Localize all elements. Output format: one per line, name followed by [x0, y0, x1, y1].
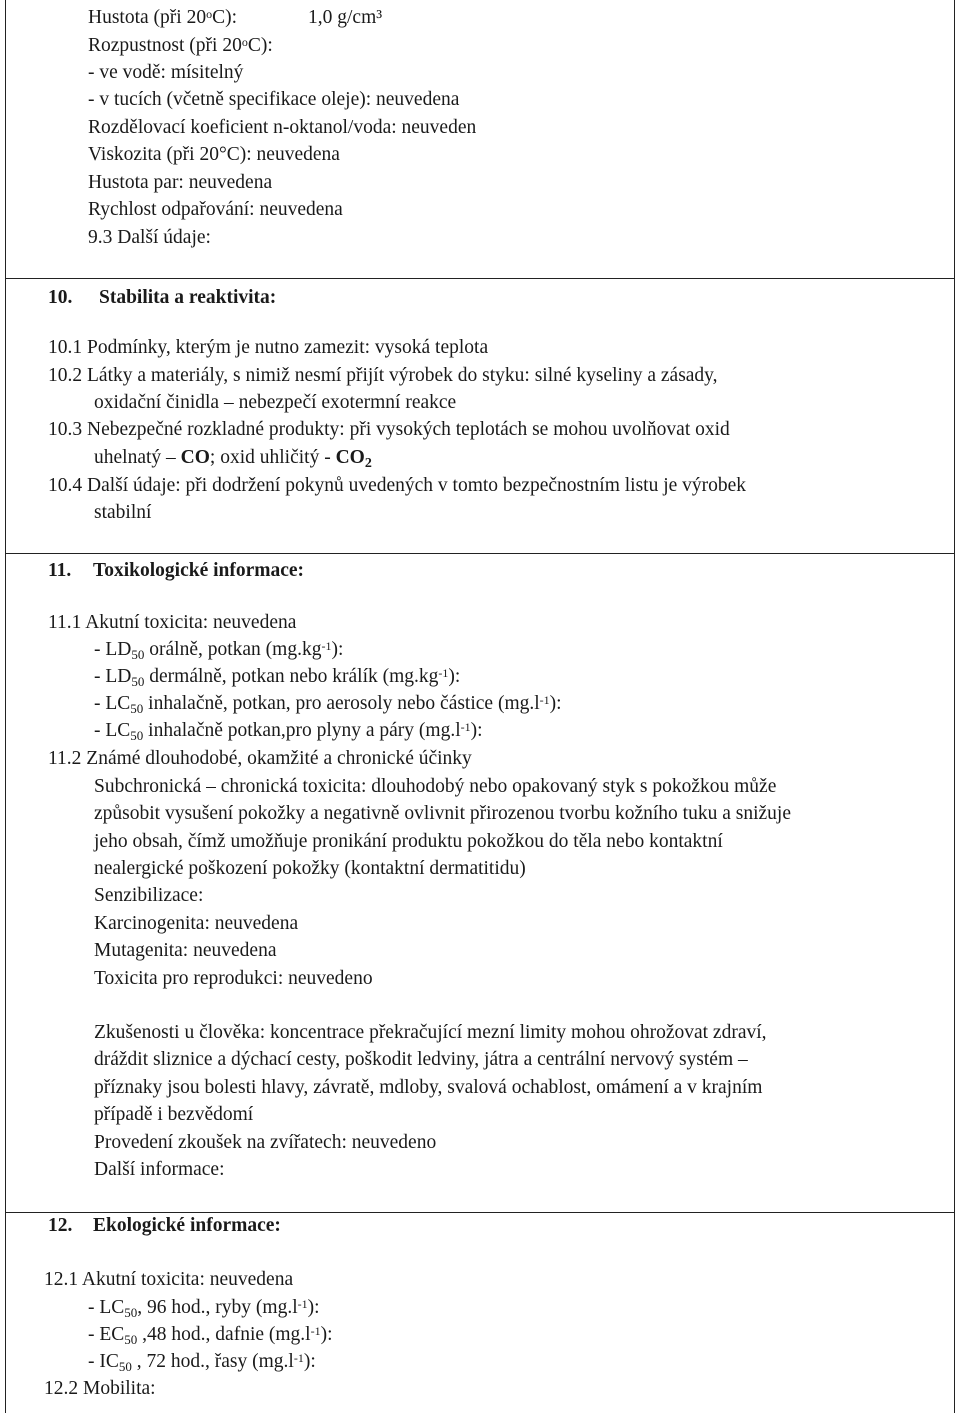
ec-subscript: 50: [124, 1332, 138, 1347]
ld-subscript: 50: [131, 647, 145, 662]
ec50-daphnia: [88, 1323, 333, 1348]
section-11-number: 11.: [48, 560, 72, 581]
section-11-title: Toxikologické informace:: [93, 560, 305, 581]
lc50-aerosol: [94, 692, 562, 717]
lc-text: , 96 hod., ryby (mg.l: [137, 1297, 298, 1318]
subchronic-line1: Subchronická – chronická toxicita: dlouhodobý nebo opakovaný styk s pokožkou může: [94, 776, 777, 797]
density-label-end: C):: [212, 7, 237, 28]
item-10-2-line2: oxidační činidla – nebezpečí exotermní reakce: [94, 392, 457, 413]
ec-end: ):: [320, 1324, 333, 1345]
ld-text: dermálně, potkan nebo králík (mg.kg: [144, 666, 439, 687]
subchronic-line4: nealergické poškození pokožky (kontaktní dermatitidu): [94, 858, 526, 879]
item-12-1: 12.1 Akutní toxicita: neuvedena: [44, 1269, 294, 1290]
item-11-1: 11.1 Akutní toxicita: neuvedena: [48, 612, 297, 633]
density-value: 1,0 g/cm³: [308, 7, 383, 28]
solubility-fats: - v tucích (včetně specifikace oleje): neuvedena: [88, 89, 460, 110]
unit-sup: -1: [539, 693, 550, 707]
lc50-gas: [94, 719, 483, 744]
ld-label: - LD: [94, 639, 132, 660]
subchronic-line2: způsobit vysušení pokožky a negativně ovlivnit přirozenou tvorbu kožního tuku a snižuje: [94, 803, 791, 824]
reproductive-toxicity: Toxicita pro reprodukci: neuvedeno: [94, 968, 373, 989]
solubility-line: [88, 34, 273, 58]
mutagenicity: Mutagenita: neuvedena: [94, 940, 277, 961]
lc-subscript: 50: [130, 701, 144, 716]
section-10-number: 10.: [48, 287, 73, 308]
ic-subscript: 50: [118, 1359, 132, 1374]
degree-sup: o: [206, 7, 213, 21]
co2-prefix: ; oxid uhličitý -: [209, 447, 336, 468]
lc-text: inhalačně potkan,pro plyny a páry (mg.l: [143, 720, 461, 741]
further-information: Další informace:: [94, 1159, 225, 1180]
density-label: Hustota (při 20: [88, 7, 207, 28]
item-10-4-line2: stabilní: [94, 502, 152, 523]
partition-coefficient: Rozdělovací koeficient n-oktanol/voda: neuveden: [88, 117, 477, 138]
solubility-water: - ve vodě: mísitelný: [88, 62, 244, 83]
section-10-title: Stabilita a reaktivita:: [99, 287, 277, 308]
ic-label: - IC: [88, 1351, 119, 1372]
density-line: [88, 6, 383, 30]
unit-sup: -1: [321, 639, 332, 653]
unit-sup: -1: [293, 1351, 304, 1365]
subchronic-line3: jeho obsah, čímž umožňuje pronikání produktu pokožkou do těla nebo kontaktní: [94, 831, 723, 852]
lc-label: - LC: [88, 1297, 125, 1318]
viscosity: Viskozita (při 20°C): neuvedena: [88, 144, 340, 165]
item-10-4-line1: 10.4 Další údaje: při dodržení pokynů uvedených v tomto bezpečnostním listu je výrobek: [48, 475, 747, 496]
lc-subscript: 50: [124, 1305, 138, 1320]
ic50-algae: [88, 1350, 316, 1375]
lc-end: ):: [307, 1297, 320, 1318]
lc50-fish: [88, 1296, 320, 1321]
co-prefix: uhelnatý –: [94, 447, 181, 468]
lc-subscript: 50: [130, 728, 144, 743]
lc-text: inhalačně, potkan, pro aerosoly nebo částice (mg.l: [143, 693, 540, 714]
other-data-9-3: 9.3 Další údaje:: [88, 227, 211, 248]
human-experience-line3: příznaky jsou bolesti hlavy, závratě, mdloby, svalová ochablost, omámení a v krajním: [94, 1077, 763, 1098]
section-12-number: 12.: [48, 1215, 73, 1236]
lc-end: ):: [549, 693, 562, 714]
evaporation-rate: Rychlost odpařování: neuvedena: [88, 199, 343, 220]
unit-sup: -1: [438, 666, 449, 680]
human-experience-line1: Zkušenosti u člověka: koncentrace překračující mezní limity mohou ohrožovat zdraví,: [94, 1022, 767, 1043]
ec-text: ,48 hod., dafnie (mg.l: [137, 1324, 311, 1345]
item-10-2-line1: 10.2 Látky a materiály, s nimiž nesmí přijít výrobek do styku: silné kyseliny a zásady,: [48, 365, 718, 386]
ic-text: , 72 hod., řasy (mg.l: [131, 1351, 294, 1372]
unit-sup: -1: [310, 1324, 321, 1338]
item-11-2: 11.2 Známé dlouhodobé, okamžité a chronické účinky: [48, 748, 472, 769]
unit-sup: -1: [460, 720, 471, 734]
item-10-3-line1: 10.3 Nebezpečné rozkladné produkty: při vysokých teplotách se mohou uvolňovat oxid: [48, 419, 730, 440]
human-experience-line2: dráždit sliznice a dýchací cesty, poškodit ledviny, játra a centrální nervový systém –: [94, 1049, 748, 1070]
solubility-label: Rozpustnost (při 20: [88, 35, 242, 56]
co-formula: CO: [180, 447, 210, 468]
animal-tests: Provedení zkoušek na zvířatech: neuvedeno: [94, 1132, 437, 1153]
item-10-1: 10.1 Podmínky, kterým je nutno zamezit: vysoká teplota: [48, 337, 489, 358]
human-experience-line4: případě i bezvědomí: [94, 1104, 254, 1125]
ld-text: orálně, potkan (mg.kg: [144, 639, 322, 660]
vapour-density: Hustota par: neuvedena: [88, 172, 273, 193]
ld-subscript: 50: [131, 674, 145, 689]
lc-end: ):: [470, 720, 483, 741]
ld50-dermal: [94, 665, 460, 690]
lc-label: - LC: [94, 693, 131, 714]
co2-subscript: 2: [364, 456, 372, 471]
section-12-title: Ekologické informace:: [93, 1215, 281, 1236]
ec-label: - EC: [88, 1324, 125, 1345]
ic-end: ):: [303, 1351, 316, 1372]
ld-end: ):: [448, 666, 461, 687]
unit-sup: -1: [297, 1297, 308, 1311]
carcinogenicity: Karcinogenita: neuvedena: [94, 913, 299, 934]
degree-sup: o: [241, 35, 248, 49]
ld-label: - LD: [94, 666, 132, 687]
ld-end: ):: [331, 639, 344, 660]
solubility-label-end: C):: [247, 35, 273, 56]
item-12-2: 12.2 Mobilita:: [44, 1378, 156, 1399]
lc-label: - LC: [94, 720, 131, 741]
co2-formula: CO: [335, 447, 365, 468]
sensitisation: Senzibilizace:: [94, 885, 204, 906]
ld50-oral: [94, 638, 343, 663]
item-10-3-line2: [94, 446, 372, 472]
